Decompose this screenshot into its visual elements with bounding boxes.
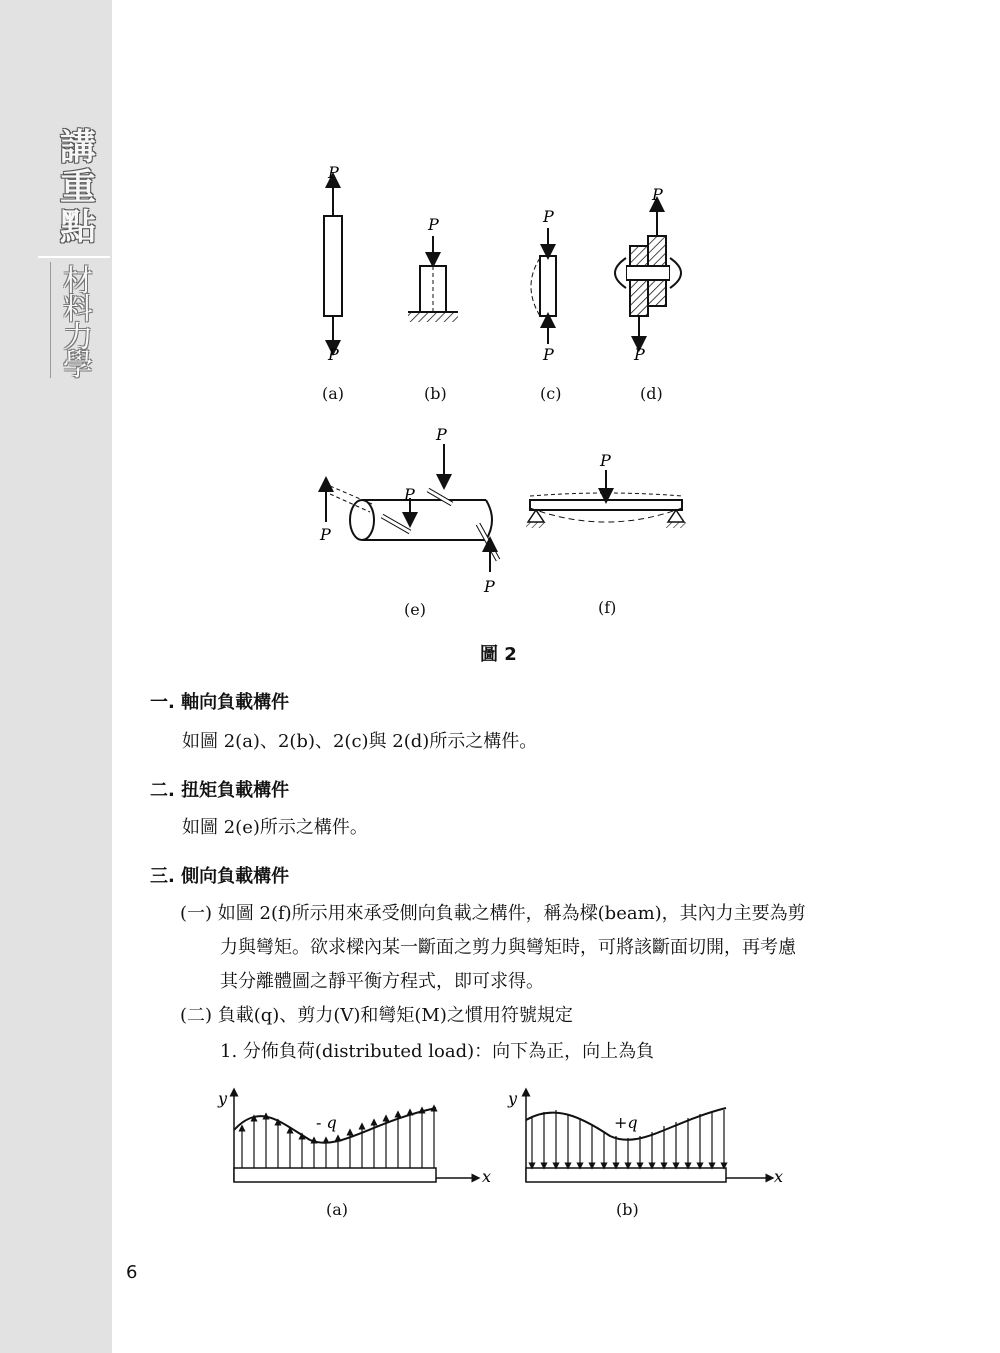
load-p-a-bottom: P <box>328 345 339 364</box>
list-item-1: 1. 分佈負荷(distributed load)：向下為正，向上為負 <box>220 1041 655 1062</box>
paragraph-1-line-3: 其分離體圖之靜平衡方程式，即可求得。 <box>220 971 544 992</box>
label-c: (c) <box>540 384 562 403</box>
sidebar-vertical-rule <box>50 262 51 378</box>
load-p-c-top: P <box>543 207 554 226</box>
load-p-d-top: P <box>652 185 663 204</box>
label-f: (f) <box>598 598 617 617</box>
label-a: (a) <box>322 384 345 403</box>
load-p-a-top: P <box>328 163 339 182</box>
figure-d <box>615 185 681 364</box>
x-axis-label-a: x <box>482 1167 492 1186</box>
label-b: (b) <box>424 384 447 403</box>
load-figure-label-b: (b) <box>616 1200 639 1219</box>
page-number: 6 <box>126 1262 138 1283</box>
load-diagram-a <box>217 1089 491 1186</box>
label-d: (d) <box>640 384 663 403</box>
paragraph-1-line-1: (一) 如圖 2(f)所示用來承受側向負載之構件，稱為樑(beam)，其內力主要為剪 <box>180 903 806 924</box>
load-label-b: +q <box>614 1113 638 1132</box>
load-p-d-bottom: P <box>634 345 645 364</box>
section-heading-3: 三. 側向負載構件 <box>150 866 290 887</box>
load-diagram-b <box>507 1089 783 1186</box>
load-label-a: - q <box>316 1113 337 1132</box>
load-p-f: P <box>600 451 611 470</box>
sidebar-divider <box>38 256 110 258</box>
sidebar-subtitle: 材料力學 <box>63 264 93 383</box>
load-figure-label-a: (a) <box>326 1200 349 1219</box>
section-body-2: 如圖 2(e)所示之構件。 <box>182 817 368 838</box>
figure-c <box>531 207 556 364</box>
figure-caption: 圖 2 <box>480 644 517 665</box>
load-p-b: P <box>428 215 439 234</box>
figure-f <box>526 451 686 528</box>
section-body-1: 如圖 2(a)、2(b)、2(c)與 2(d)所示之構件。 <box>182 731 538 752</box>
section-heading-2: 二. 扭矩負載構件 <box>150 780 290 801</box>
distributed-load-figure <box>210 1082 800 1202</box>
x-axis-label-b: x <box>774 1167 784 1186</box>
paragraph-1-line-2: 力與彎矩。欲求樑內某一斷面之剪力與彎矩時，可將該斷面切開，再考慮 <box>220 937 796 958</box>
y-axis-label-b: y <box>508 1089 518 1108</box>
sidebar-title: 講重點 <box>59 127 96 248</box>
load-p-e-2: P <box>404 485 415 504</box>
figure-b <box>408 215 458 322</box>
load-p-e-4: P <box>484 577 495 596</box>
load-p-e-3: P <box>320 525 331 544</box>
figure-2-bottom <box>300 420 720 600</box>
label-e: (e) <box>404 600 426 619</box>
load-p-e-1: P <box>436 425 447 444</box>
paragraph-2-line-1: (二) 負載(q)、剪力(V)和彎矩(M)之慣用符號規定 <box>180 1005 573 1026</box>
figure-a <box>324 163 342 364</box>
figure-2-top <box>300 160 720 410</box>
section-heading-1: 一. 軸向負載構件 <box>150 692 290 713</box>
load-p-c-bottom: P <box>543 345 554 364</box>
figure-e <box>319 425 498 596</box>
y-axis-label-a: y <box>218 1089 228 1108</box>
